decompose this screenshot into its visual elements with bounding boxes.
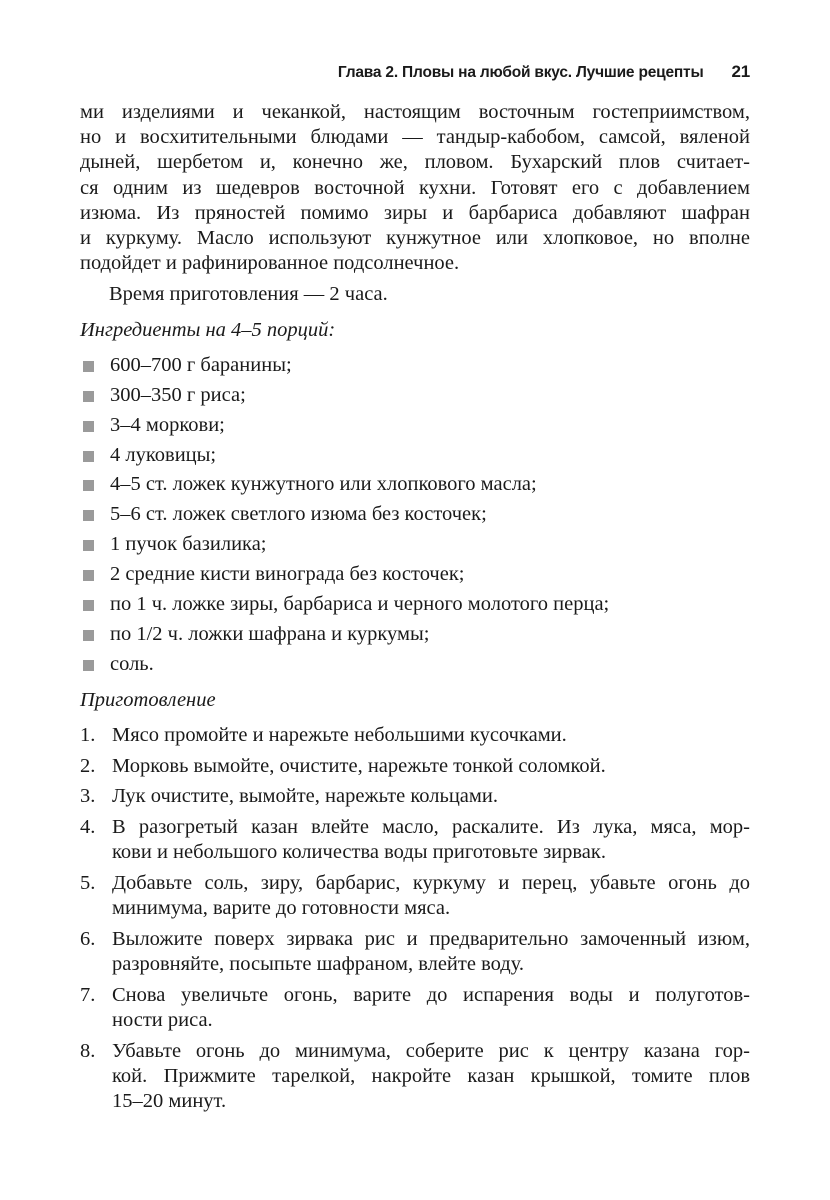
step-item: [80, 784, 750, 809]
intro-line: подойдет и рафинированное подсолнечное.: [80, 252, 460, 275]
step-item: [80, 927, 750, 977]
body-text: [80, 100, 750, 1120]
step-line: Лук очистите, вымойте, нарежьте кольцами.: [112, 785, 498, 808]
step-line: Убавьте огонь до минимума, соберите рис к центру казана гор-: [112, 1039, 750, 1062]
chapter-title: Глава 2. Пловы на любой вкус. Лучшие рецепты: [337, 64, 704, 81]
square-bullet-icon: [83, 660, 94, 671]
square-bullet-icon: [83, 570, 94, 581]
intro-line: ся одним из шедевров восточной кухни. Готовят его с добавлением: [80, 176, 750, 199]
step-item: [80, 983, 750, 1033]
step-item: [80, 815, 750, 865]
book-page: [80, 0, 750, 1200]
square-bullet-icon: [83, 480, 94, 491]
square-bullet-icon: [83, 600, 94, 611]
square-bullet-icon: [83, 391, 94, 402]
square-bullet-icon: [83, 510, 94, 521]
intro-line: дыней, шербетом и, конечно же, пловом. Бухарский плов считает-: [80, 151, 750, 174]
list-item: по 1/2 ч. ложки шафрана и куркумы;: [80, 622, 750, 652]
square-bullet-icon: [83, 361, 94, 372]
step-number: 8.: [80, 1039, 96, 1062]
step-line: Выложите поверх зирвака рис и предварительно замоченный изюм,: [112, 927, 750, 950]
square-bullet-icon: [83, 540, 94, 551]
step-number: 5.: [80, 871, 96, 894]
step-item: [80, 1039, 750, 1115]
step-line: Добавьте соль, зиру, барбарис, куркуму и перец, убавьте огонь до: [112, 871, 750, 894]
list-item: 3–4 моркови;: [80, 413, 750, 443]
running-header: [338, 62, 750, 82]
step-item: [80, 871, 750, 921]
list-item: 4–5 ст. ложек кунжутного или хлопкового масла;: [80, 472, 750, 502]
step-line: разровняйте, посыпьте шафраном, влейте воду.: [112, 952, 525, 975]
step-line: минимума, варите до готовности мяса.: [112, 897, 451, 920]
cooking-time: Время приготовления — 2 часа.: [109, 283, 388, 306]
step-line: 15–20 минут.: [112, 1089, 227, 1112]
step-number: 1.: [80, 723, 96, 746]
list-item: 5–6 ст. ложек светлого изюма без косточек;: [80, 502, 750, 532]
step-item: [80, 754, 750, 779]
square-bullet-icon: [83, 421, 94, 432]
square-bullet-icon: [83, 630, 94, 641]
ingredients-list: [80, 353, 750, 682]
page-number: 21: [731, 62, 750, 81]
list-item: 4 луковицы;: [80, 443, 750, 473]
preparation-steps: [80, 723, 750, 1114]
preparation-heading: Приготовление: [80, 688, 216, 711]
intro-line: и куркуму. Масло используют кунжутное или хлопковое, но вполне: [80, 227, 750, 250]
step-number: 4.: [80, 815, 96, 838]
intro-paragraph: [80, 100, 750, 276]
list-item: 300–350 г риса;: [80, 383, 750, 413]
list-item: по 1 ч. ложке зиры, барбариса и черного молотого перца;: [80, 592, 750, 622]
list-item: 1 пучок базилика;: [80, 532, 750, 562]
intro-line: изюма. Из пряностей помимо зиры и барбариса добавляют шафран: [80, 201, 750, 224]
list-item: соль.: [80, 652, 750, 682]
step-line: Снова увеличьте огонь, варите до испарения воды и полуготов-: [112, 983, 750, 1006]
step-line: кой. Прижмите тарелкой, накройте казан крышкой, томите плов: [112, 1064, 750, 1087]
step-number: 6.: [80, 927, 96, 950]
intro-line: но и восхитительными блюдами — тандыр-кабобом, самсой, вяленой: [80, 126, 750, 149]
step-line: Мясо промойте и нарежьте небольшими кусочками.: [112, 723, 567, 746]
step-line: кови и небольшого количества воды приготовьте зирвак.: [112, 841, 606, 864]
step-line: ности риса.: [112, 1008, 213, 1031]
step-line: Морковь вымойте, очистите, нарежьте тонкой соломкой.: [112, 754, 606, 777]
step-number: 7.: [80, 983, 96, 1006]
list-item: 2 средние кисти винограда без косточек;: [80, 562, 750, 592]
step-line: В разогретый казан влейте масло, раскалите. Из лука, мяса, мор-: [112, 815, 750, 838]
step-number: 2.: [80, 754, 96, 777]
intro-line: ми изделиями и чеканкой, настоящим восточным гостеприимством,: [80, 101, 750, 123]
step-item: [80, 723, 750, 748]
ingredients-heading: Ингредиенты на 4–5 порций:: [80, 318, 336, 341]
step-number: 3.: [80, 785, 96, 808]
square-bullet-icon: [83, 451, 94, 462]
list-item: 600–700 г баранины;: [80, 353, 750, 383]
